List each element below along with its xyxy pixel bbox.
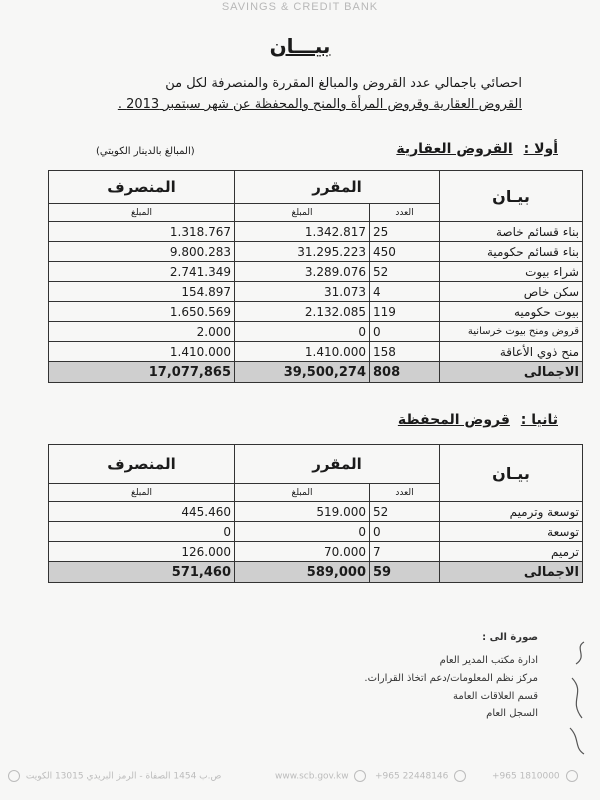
header-amount: المبلغ (235, 484, 370, 502)
footer-phone: +965 1810000 (492, 770, 581, 782)
section2-title: قروض المحفظة (397, 412, 510, 428)
header-amount: المبلغ (49, 204, 235, 222)
header-bayan: بيـان (440, 445, 583, 502)
phone-icon (566, 770, 578, 782)
document-title: بيـــان (269, 34, 331, 58)
intro-line-2: القروض العقارية وقروض المرأة والمنح والمحفظة عن شهر سبتمبر 2013 . (117, 97, 522, 112)
fax-icon (454, 770, 466, 782)
cc-item: السجل العام (486, 708, 538, 719)
mail-icon (8, 770, 20, 782)
section1-number: أولا : (523, 141, 558, 157)
header-amount: المبلغ (235, 204, 370, 222)
cc-heading: صورة الى : (482, 632, 538, 643)
header-count: العدد (370, 484, 440, 502)
total-row: 17,077,865 39,500,274 808 الاجمالى (49, 362, 583, 383)
table-row: 1.318.767 1.342.817 25 بناء قسائم خاصة (49, 222, 583, 242)
portfolio-loans-table (48, 444, 583, 583)
header-approved: المقرر (235, 445, 440, 484)
header-approved: المقرر (235, 171, 440, 204)
currency-note: (المبالغ بالدينار الكويتي) (96, 146, 195, 157)
section1-heading (396, 141, 558, 157)
header-disbursed: المنصرف (49, 445, 235, 484)
signature-mark (562, 638, 592, 758)
cc-item: مركز نظم المعلومات/دعم اتخاذ القرارات. (364, 673, 538, 684)
footer-fax: +965 22448146 (375, 770, 469, 782)
intro-line-1: احصائي باجمالي عدد القروض والمبالغ المقررة والمنصرفة لكل من (165, 76, 522, 91)
footer-po-box: ص.ب 1454 الصفاة - الرمز البريدي 13015 الكويت (8, 770, 221, 782)
footer-contacts (0, 770, 600, 786)
table-row: 1.650.569 2.132.085 119 بيوت حكوميه (49, 302, 583, 322)
header-amount: المبلغ (49, 484, 235, 502)
cc-item: ادارة مكتب المدير العام (439, 655, 538, 666)
header-bayan: بيـان (440, 171, 583, 222)
table-row: 9.800.283 31.295.223 450 بناء قسائم حكومية (49, 242, 583, 262)
table-row: 154.897 31.073 4 سكن خاص (49, 282, 583, 302)
section1-title: القروض العقارية (396, 141, 513, 157)
cc-item: قسم العلاقات العامة (453, 691, 538, 702)
table-row: 126.000 70.000 7 ترميم (49, 542, 583, 562)
total-row: 571,460 589,000 59 الاجمالى (49, 562, 583, 583)
table-row: 1.410.000 1.410.000 158 منح ذوي الأعاقة (49, 342, 583, 362)
table-row: 0 0 0 توسعة (49, 522, 583, 542)
table-row: 445.460 519.000 52 توسعة وترميم (49, 502, 583, 522)
header-count: العدد (370, 204, 440, 222)
footer-website[interactable]: www.scb.gov.kw (275, 770, 369, 782)
section2-heading (398, 412, 558, 428)
header-disbursed: المنصرف (49, 171, 235, 204)
table-row: 2.741.349 3.289.076 52 شراء بيوت (49, 262, 583, 282)
real-estate-loans-table (48, 170, 583, 383)
bank-letterhead: SAVINGS & CREDIT BANK (221, 1, 379, 13)
globe-icon (354, 770, 366, 782)
section2-number: ثانيا : (520, 412, 558, 428)
table-row: 2.000 0 0 قروض ومنح بيوت خرسانية (49, 322, 583, 342)
